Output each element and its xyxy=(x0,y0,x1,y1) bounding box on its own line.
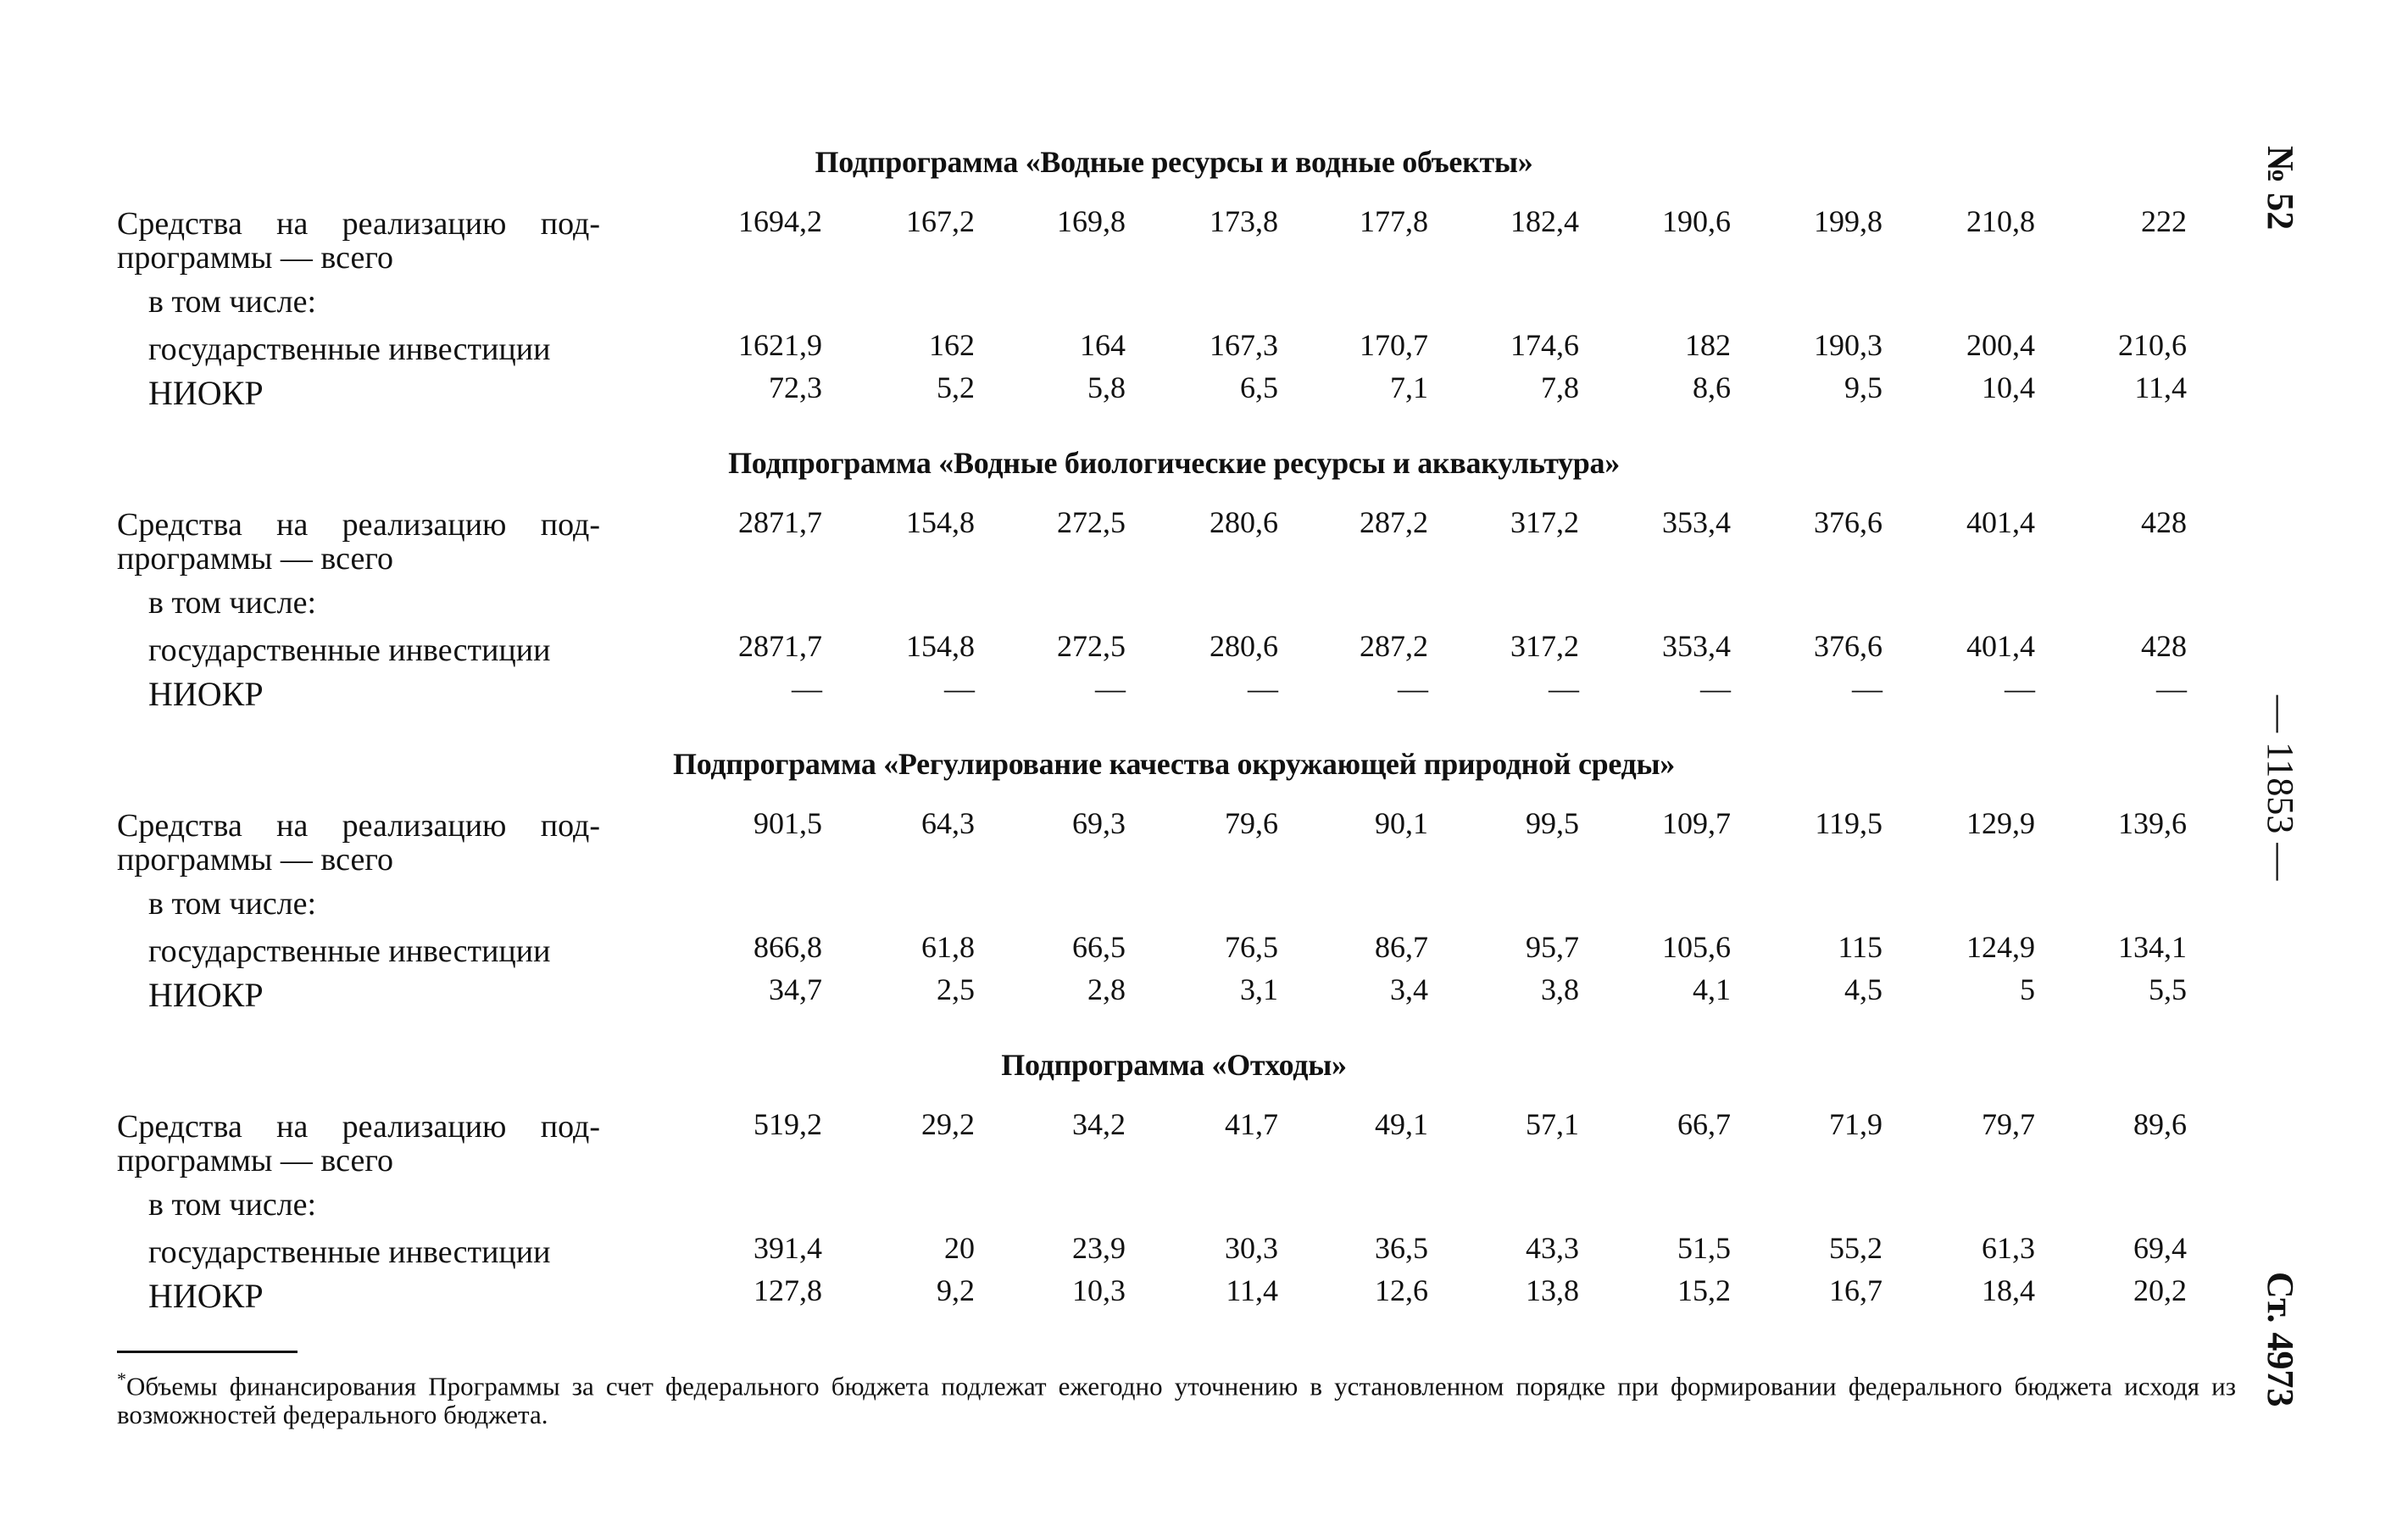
investments-value: 61,3 xyxy=(1982,1231,2035,1265)
investments-value: 170,7 xyxy=(1360,328,1428,362)
niokr-value: 9,2 xyxy=(937,1273,975,1307)
niokr-value: — xyxy=(1095,671,1126,705)
investments-value: 115 xyxy=(1838,930,1882,964)
total-value: 154,8 xyxy=(906,505,975,539)
total-value: 109,7 xyxy=(1662,806,1731,840)
total-value: 901,5 xyxy=(754,806,822,840)
total-value: 169,8 xyxy=(1057,204,1126,238)
investments-value: 51,5 xyxy=(1677,1231,1731,1265)
total-value: 57,1 xyxy=(1526,1107,1579,1141)
investments-value: 134,1 xyxy=(2118,930,2187,964)
total-value: 280,6 xyxy=(1210,505,1278,539)
total-value: 210,8 xyxy=(1966,204,2035,238)
row-label-including: в том числе: xyxy=(148,1187,317,1223)
investments-value: 391,4 xyxy=(754,1231,822,1265)
niokr-value: 9,5 xyxy=(1844,370,1882,404)
investments-value: 866,8 xyxy=(754,930,822,964)
total-value: 222 xyxy=(2141,204,2187,238)
niokr-value: 2,8 xyxy=(1087,972,1126,1006)
niokr-value: — xyxy=(792,671,822,705)
investments-value: 317,2 xyxy=(1510,629,1579,663)
investments-value: 55,2 xyxy=(1829,1231,1882,1265)
row-label-total: Средства на реализацию под- xyxy=(117,507,600,543)
investments-value: 124,9 xyxy=(1966,930,2035,964)
niokr-value: — xyxy=(1700,671,1731,705)
niokr-value: 7,1 xyxy=(1390,370,1428,404)
total-value: 64,3 xyxy=(921,806,975,840)
niokr-value: — xyxy=(1398,671,1428,705)
row-label-total-cont: программы — всего xyxy=(117,842,393,877)
investments-value: 95,7 xyxy=(1526,930,1579,964)
niokr-value: 13,8 xyxy=(1526,1273,1579,1307)
niokr-value: 5,2 xyxy=(937,370,975,404)
total-value: 376,6 xyxy=(1814,505,1882,539)
row-label-total: Средства на реализацию под- xyxy=(117,206,600,242)
total-value: 129,9 xyxy=(1966,806,2035,840)
investments-value: 190,3 xyxy=(1814,328,1882,362)
investments-value: 210,6 xyxy=(2118,328,2187,362)
niokr-value: 34,7 xyxy=(769,972,822,1006)
total-value: 190,6 xyxy=(1662,204,1731,238)
section-title: Подпрограмма «Водные ресурсы и водные объекты» xyxy=(815,145,1533,179)
investments-value: 200,4 xyxy=(1966,328,2035,362)
section-title: Подпрограмма «Водные биологические ресурсы и аквакультура» xyxy=(728,446,1620,480)
total-value: 167,2 xyxy=(906,204,975,238)
total-value: 287,2 xyxy=(1360,505,1428,539)
niokr-value: 4,5 xyxy=(1844,972,1882,1006)
page-number: — 11853 — xyxy=(2260,695,2301,881)
investments-value: 23,9 xyxy=(1072,1231,1126,1265)
row-label-niokr: НИОКР xyxy=(148,675,264,713)
total-value: 99,5 xyxy=(1526,806,1579,840)
niokr-value: 72,3 xyxy=(769,370,822,404)
total-value: 272,5 xyxy=(1057,505,1126,539)
row-label-including: в том числе: xyxy=(148,886,317,922)
total-value: 119,5 xyxy=(1815,806,1882,840)
row-label-total-cont: программы — всего xyxy=(117,541,393,577)
niokr-value: 4,1 xyxy=(1693,972,1731,1006)
niokr-value: 11,4 xyxy=(2134,370,2187,404)
niokr-value: 3,1 xyxy=(1240,972,1278,1006)
section-title: Подпрограмма «Регулирование качества окружающей природной среды» xyxy=(673,747,1675,781)
total-value: 49,1 xyxy=(1375,1107,1428,1141)
niokr-value: 2,5 xyxy=(937,972,975,1006)
footnote-mark: * xyxy=(117,1368,126,1390)
investments-value: 376,6 xyxy=(1814,629,1882,663)
investments-value: 1621,9 xyxy=(738,328,822,362)
total-value: 29,2 xyxy=(921,1107,975,1141)
niokr-value: — xyxy=(1248,671,1278,705)
row-label-investments: государственные инвестиции xyxy=(148,632,551,668)
niokr-value: — xyxy=(2156,671,2187,705)
niokr-value: 11,4 xyxy=(1226,1273,1278,1307)
niokr-value: 16,7 xyxy=(1829,1273,1882,1307)
row-label-total: Средства на реализацию под- xyxy=(117,1109,600,1145)
total-value: 66,7 xyxy=(1677,1107,1731,1141)
total-value: 79,7 xyxy=(1982,1107,2035,1141)
investments-value: 20 xyxy=(944,1231,975,1265)
niokr-value: — xyxy=(944,671,975,705)
total-value: 89,6 xyxy=(2133,1107,2187,1141)
total-value: 317,2 xyxy=(1510,505,1579,539)
row-label-niokr: НИОКР xyxy=(148,374,264,412)
row-label-total-cont: программы — всего xyxy=(117,240,393,276)
investments-value: 154,8 xyxy=(906,629,975,663)
investments-value: 182 xyxy=(1685,328,1731,362)
niokr-value: 5,5 xyxy=(2149,972,2187,1006)
total-value: 199,8 xyxy=(1814,204,1882,238)
article-number: Ст. 4973 xyxy=(2260,1272,2301,1407)
niokr-value: 15,2 xyxy=(1677,1273,1731,1307)
investments-value: 167,3 xyxy=(1210,328,1278,362)
row-label-investments: государственные инвестиции xyxy=(148,933,551,969)
total-value: 69,3 xyxy=(1072,806,1126,840)
total-value: 79,6 xyxy=(1225,806,1278,840)
row-label-niokr: НИОКР xyxy=(148,1277,264,1315)
niokr-value: 10,3 xyxy=(1072,1273,1126,1307)
total-value: 519,2 xyxy=(754,1107,822,1141)
niokr-value: 3,4 xyxy=(1390,972,1428,1006)
investments-value: 69,4 xyxy=(2133,1231,2187,1265)
total-value: 41,7 xyxy=(1225,1107,1278,1141)
investments-value: 86,7 xyxy=(1375,930,1428,964)
niokr-value: — xyxy=(1549,671,1579,705)
total-value: 182,4 xyxy=(1510,204,1579,238)
niokr-value: 7,8 xyxy=(1541,370,1579,404)
section-title: Подпрограмма «Отходы» xyxy=(1001,1048,1347,1082)
investments-value: 280,6 xyxy=(1210,629,1278,663)
niokr-value: 8,6 xyxy=(1693,370,1731,404)
niokr-value: 127,8 xyxy=(754,1273,822,1307)
niokr-value: 5 xyxy=(2020,972,2035,1006)
investments-value: 287,2 xyxy=(1360,629,1428,663)
row-label-total: Средства на реализацию под- xyxy=(117,808,600,844)
row-label-niokr: НИОКР xyxy=(148,976,264,1014)
investments-value: 66,5 xyxy=(1072,930,1126,964)
niokr-value: 18,4 xyxy=(1982,1273,2035,1307)
investments-value: 105,6 xyxy=(1662,930,1731,964)
total-value: 177,8 xyxy=(1360,204,1428,238)
investments-value: 36,5 xyxy=(1375,1231,1428,1265)
total-value: 90,1 xyxy=(1375,806,1428,840)
footnote-divider xyxy=(117,1351,298,1353)
investments-value: 76,5 xyxy=(1225,930,1278,964)
niokr-value: 6,5 xyxy=(1240,370,1278,404)
total-value: 353,4 xyxy=(1662,505,1731,539)
investments-value: 30,3 xyxy=(1225,1231,1278,1265)
investments-value: 164 xyxy=(1080,328,1126,362)
investments-value: 162 xyxy=(929,328,975,362)
investments-value: 353,4 xyxy=(1662,629,1731,663)
total-value: 139,6 xyxy=(2118,806,2187,840)
investments-value: 401,4 xyxy=(1966,629,2035,663)
total-value: 401,4 xyxy=(1966,505,2035,539)
niokr-value: 5,8 xyxy=(1087,370,1126,404)
niokr-value: 20,2 xyxy=(2133,1273,2187,1307)
niokr-value: — xyxy=(1852,671,1882,705)
total-value: 173,8 xyxy=(1210,204,1278,238)
footnote-text: Объемы финансирования Программы за счет федерального бюджета подлежат ежегодно уточнению в установленном порядке при формировании федерального бюджета исходя из возможностей федерального бюджета. xyxy=(117,1371,2236,1430)
investments-value: 2871,7 xyxy=(738,629,822,663)
investments-value: 174,6 xyxy=(1510,328,1579,362)
row-label-including: в том числе: xyxy=(148,585,317,621)
investments-value: 43,3 xyxy=(1526,1231,1579,1265)
niokr-value: 12,6 xyxy=(1375,1273,1428,1307)
investments-value: 428 xyxy=(2141,629,2187,663)
row-label-investments: государственные инвестиции xyxy=(148,1234,551,1270)
total-value: 71,9 xyxy=(1829,1107,1882,1141)
row-label-total-cont: программы — всего xyxy=(117,1143,393,1178)
niokr-value: 10,4 xyxy=(1982,370,2035,404)
investments-value: 272,5 xyxy=(1057,629,1126,663)
footnote xyxy=(117,1365,2236,1429)
total-value: 1694,2 xyxy=(738,204,822,238)
total-value: 34,2 xyxy=(1072,1107,1126,1141)
niokr-value: 3,8 xyxy=(1541,972,1579,1006)
total-value: 428 xyxy=(2141,505,2187,539)
niokr-value: — xyxy=(2005,671,2035,705)
investments-value: 61,8 xyxy=(921,930,975,964)
row-label-investments: государственные инвестиции xyxy=(148,331,551,367)
total-value: 2871,7 xyxy=(738,505,822,539)
row-label-including: в том числе: xyxy=(148,284,317,320)
issue-number: № 52 xyxy=(2260,146,2301,231)
